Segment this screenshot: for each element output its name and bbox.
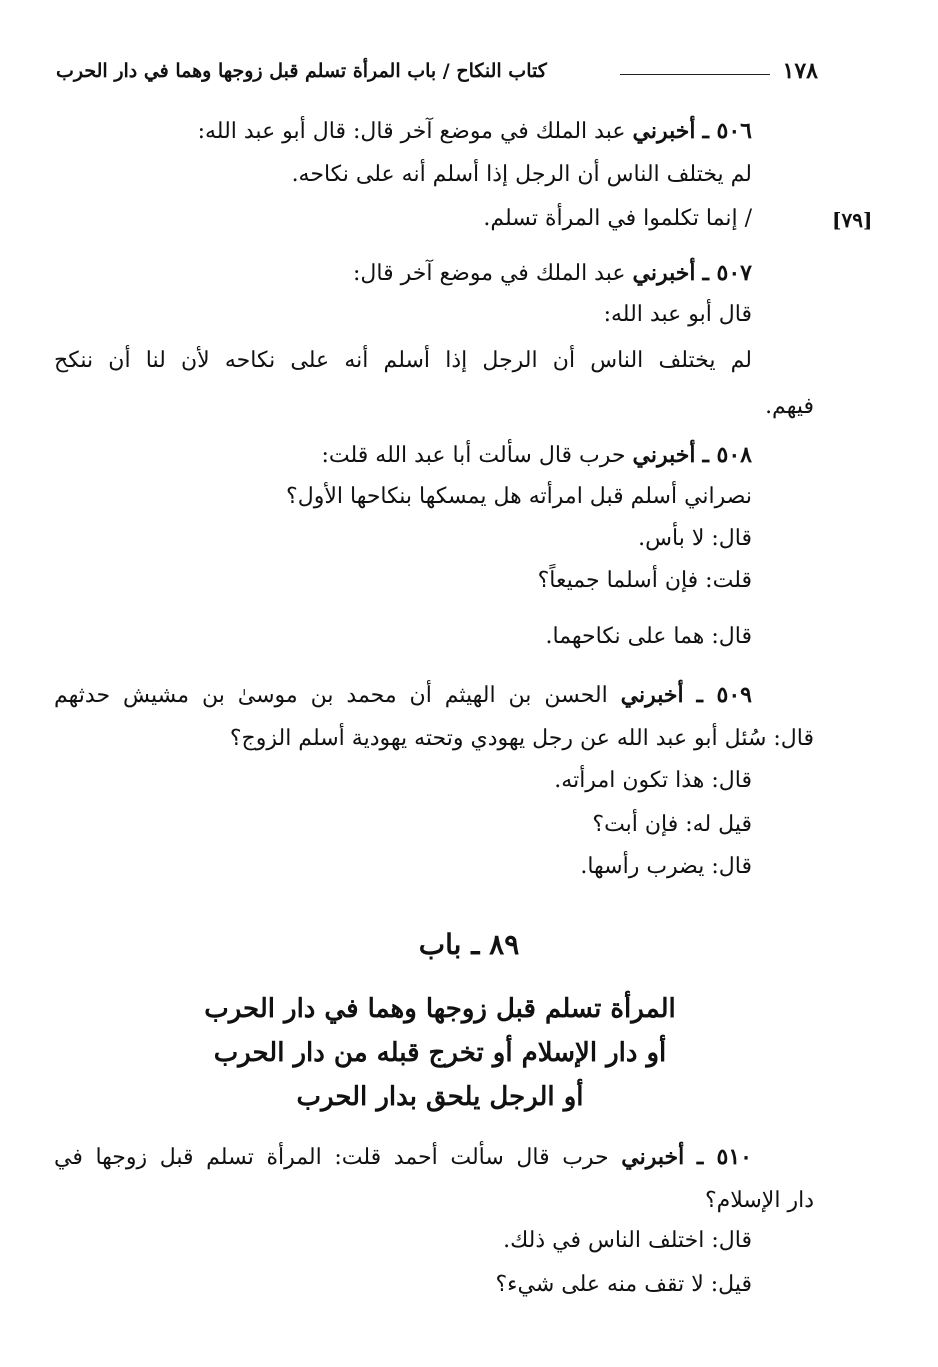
entry-508-line-5: قال: هما على نكاحهما. [545, 624, 752, 649]
entry-lead: أخبرني [632, 442, 696, 468]
chapter-title-line-3: أو الرجل يلحق بدار الحرب [296, 1082, 584, 1112]
entry-text: حرب قال سألت أبا عبد الله قلت: [321, 443, 626, 468]
page-header [56, 58, 818, 92]
entry-text: الحسن بن الهيثم أن محمد بن موسىٰ بن مشيش حدثهم [54, 683, 608, 708]
entry-509-line-5: قال: يضرب رأسها. [580, 854, 752, 879]
chapter-heading: ٨٩ ـ باب [418, 928, 520, 961]
entry-509-line-3: قال: هذا تكون امرأته. [554, 768, 752, 793]
entry-510-line-2: دار الإسلام؟ [704, 1188, 814, 1213]
chapter-title-line-2: أو دار الإسلام أو تخرج قبله من دار الحرب [213, 1038, 667, 1068]
entry-507-line-4: فيهم. [765, 394, 814, 419]
entry-number: ٥٠٦ ـ [702, 118, 752, 144]
entry-507-line-2: قال أبو عبد الله: [603, 302, 752, 327]
entry-509-line-1 [54, 680, 752, 711]
entry-508-line-2: نصراني أسلم قبل امرأته هل يمسكها بنكاحها الأول؟ [286, 484, 752, 509]
entry-507-line-3: لم يختلف الناس أن الرجل إذا أسلم أنه على نكاحه لأن لنا أن ننكح [54, 348, 752, 373]
entry-text: حرب قال سألت أحمد قلت: المرأة تسلم قبل زوجها في [54, 1145, 609, 1170]
entry-number: ٥٠٩ ـ [696, 682, 752, 708]
entry-lead: أخبرني [621, 1144, 685, 1170]
entry-507-line-1 [353, 258, 752, 289]
header-rule [620, 74, 770, 75]
entry-number: ٥١٠ ـ [696, 1144, 752, 1170]
entry-509-line-4: قيل له: فإن أبت؟ [592, 812, 752, 837]
entry-text: عبد الملك في موضع آخر قال: قال أبو عبد الله: [197, 119, 626, 144]
entry-506-line-1 [198, 116, 752, 147]
entry-506-line-2: لم يختلف الناس أن الرجل إذا أسلم أنه على نكاحه. [291, 162, 752, 187]
entry-509-line-2: قال: سُئل أبو عبد الله عن رجل يهودي وتحته يهودية أسلم الزوج؟ [229, 726, 814, 751]
entry-number: ٥٠٧ ـ [702, 260, 752, 286]
entry-508-line-4: قلت: فإن أسلما جميعاً؟ [537, 568, 752, 593]
entry-lead: أخبرني [632, 118, 696, 144]
running-title: كتاب النكاح / باب المرأة تسلم قبل زوجها وهما في دار الحرب [56, 60, 547, 82]
entry-lead: أخبرني [632, 260, 696, 286]
chapter-title-line-1: المرأة تسلم قبل زوجها وهما في دار الحرب [204, 994, 676, 1024]
page-number: ١٧٨ [782, 58, 818, 84]
entry-number: ٥٠٨ ـ [702, 442, 752, 468]
entry-text: عبد الملك في موضع آخر قال: [352, 261, 626, 286]
entry-506-line-3: / إنما تكلموا في المرأة تسلم. [483, 206, 752, 231]
entry-508-line-1 [321, 440, 752, 471]
entry-508-line-3: قال: لا بأس. [638, 526, 752, 551]
entry-510-line-3: قال: اختلف الناس في ذلك. [503, 1228, 752, 1253]
entry-510-line-4: قيل: لا تقف منه على شيء؟ [495, 1272, 752, 1297]
margin-folio-note: [٧٩] [832, 208, 873, 232]
entry-510-line-1 [54, 1142, 752, 1173]
entry-lead: أخبرني [620, 682, 684, 708]
